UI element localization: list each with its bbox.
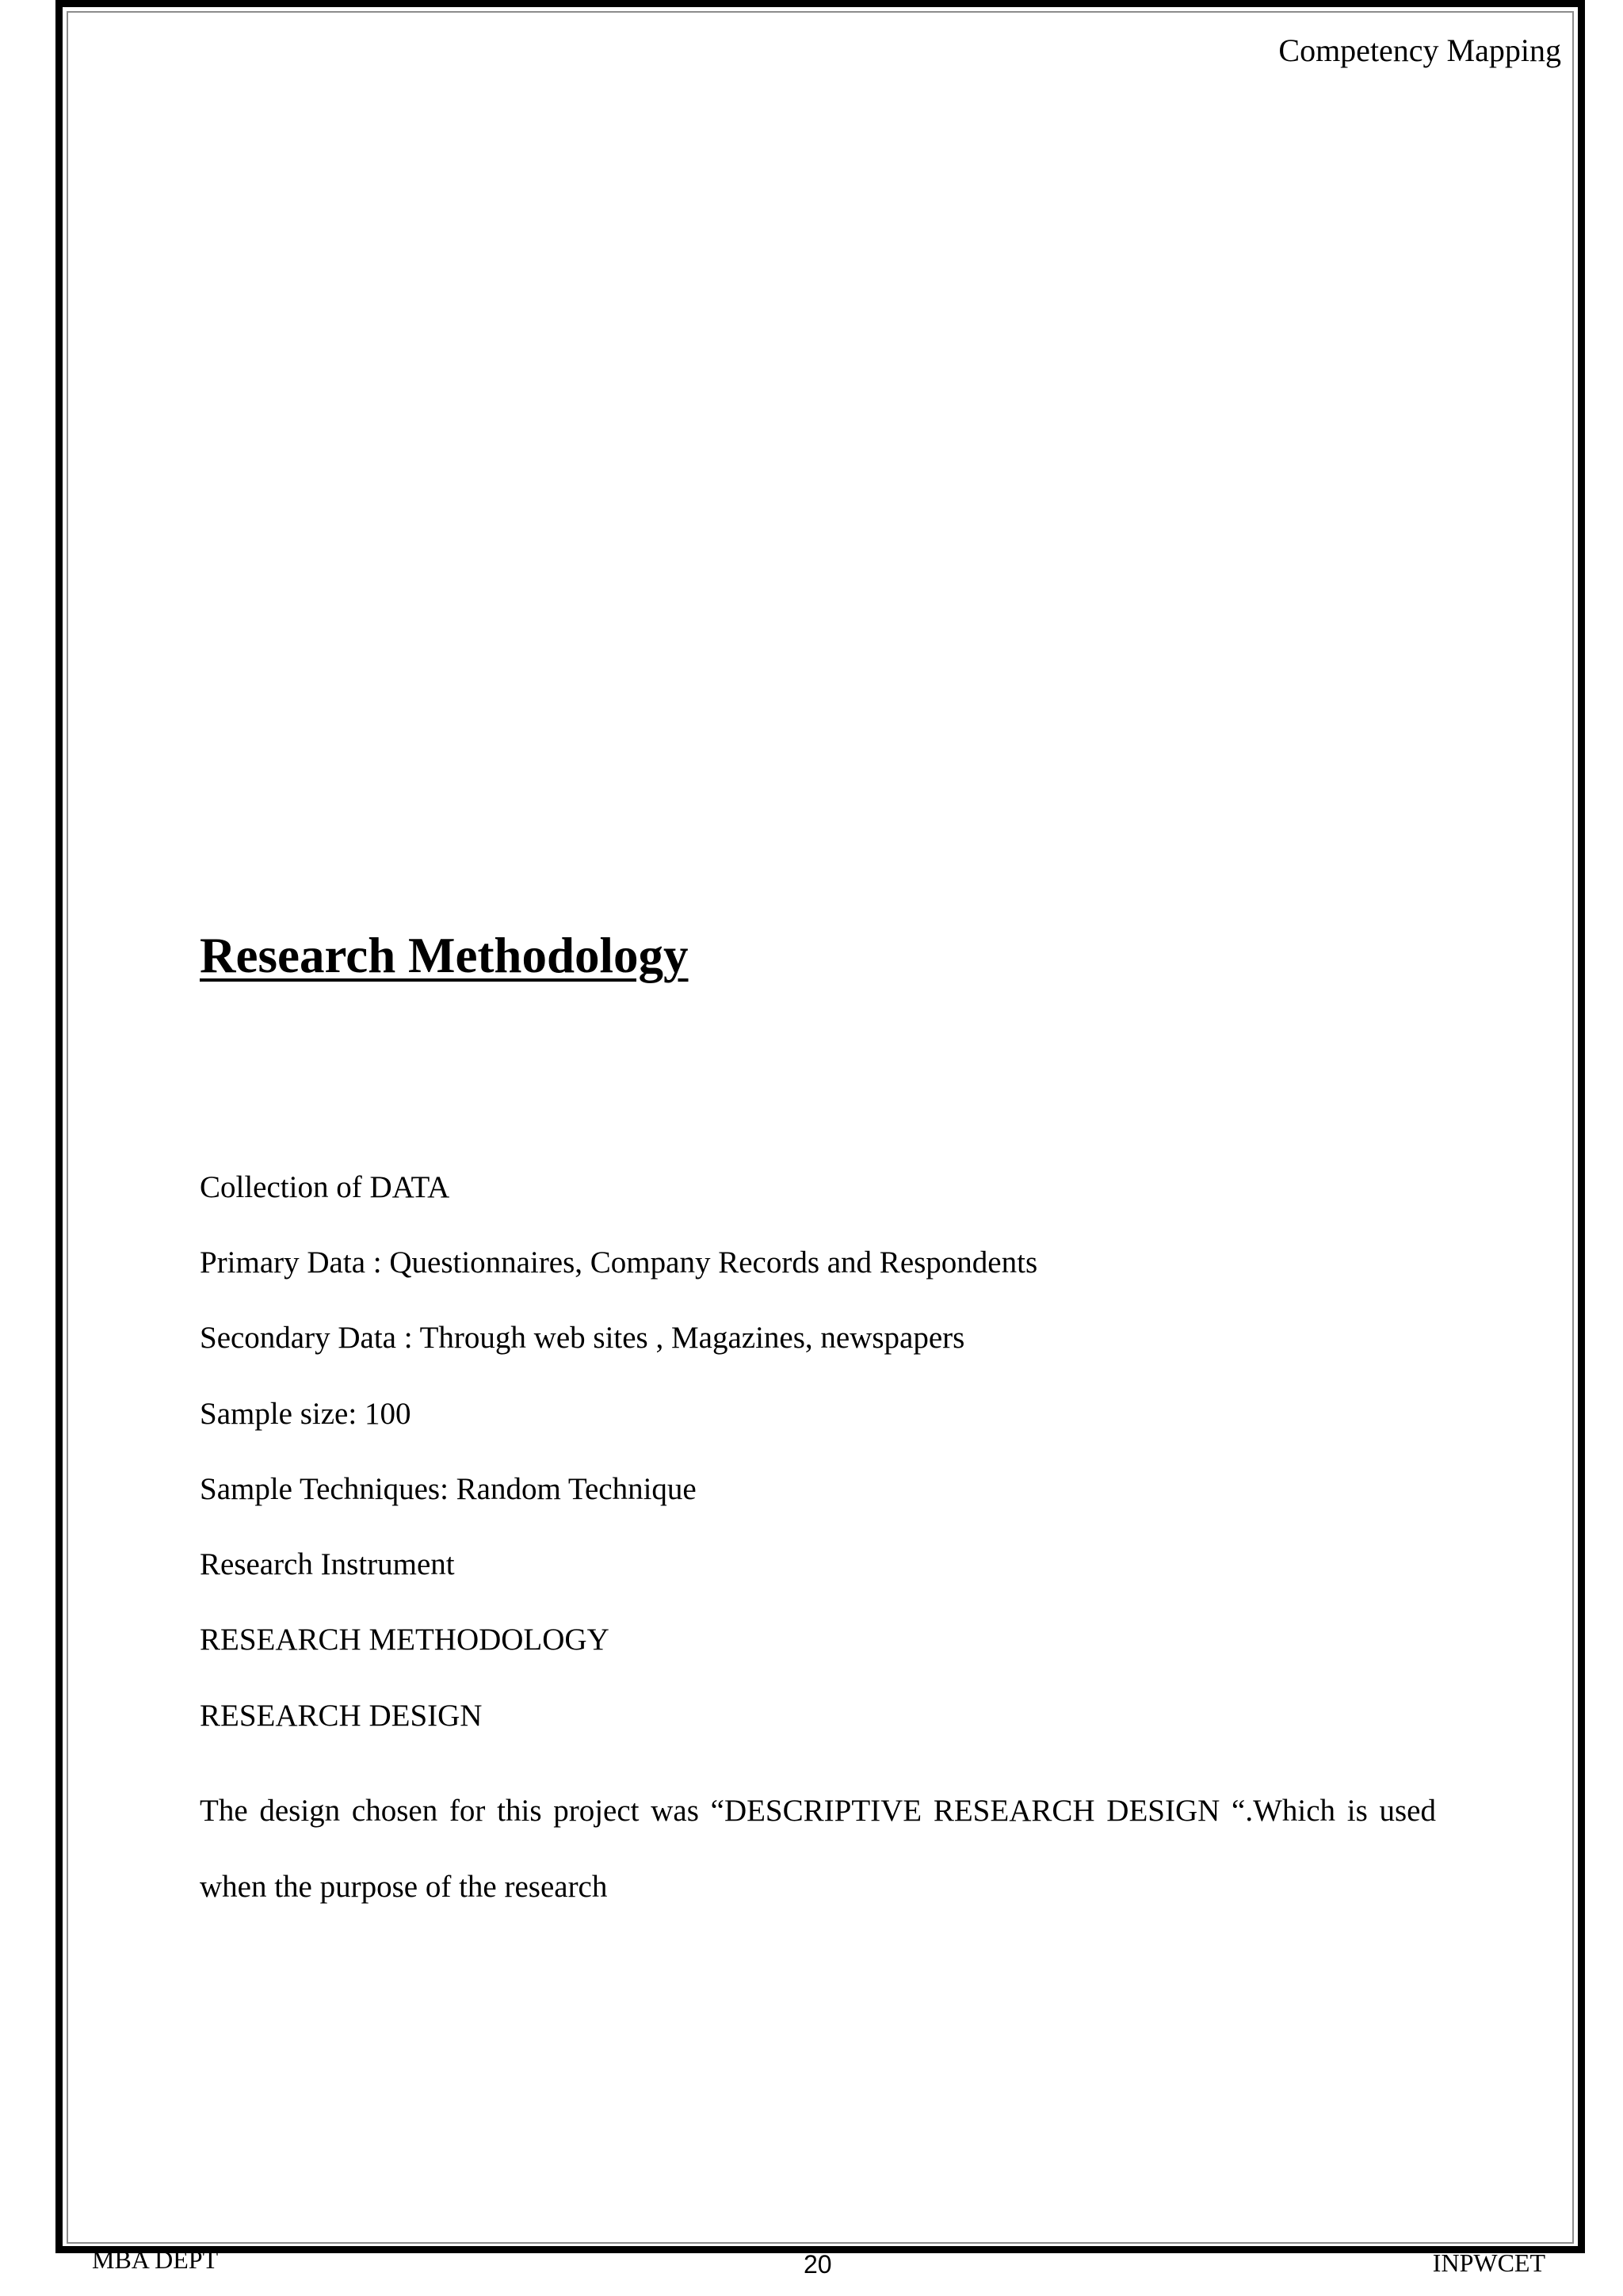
page-number: 20 [804, 2250, 832, 2279]
footer-department: MBA DEPT [92, 2245, 219, 2274]
line-research-instrument: Research Instrument [200, 1547, 455, 1581]
line-research-design: RESEARCH DESIGN [200, 1699, 483, 1733]
line-primary-data: Primary Data : Questionnaires, Company Records and Respondents [200, 1245, 1038, 1280]
running-header: Competency Mapping [1278, 32, 1561, 68]
footer-institution: INPWCET [1432, 2248, 1545, 2277]
line-secondary-data: Secondary Data : Through web sites , Magazines, newspapers [200, 1321, 965, 1355]
line-collection-of-data: Collection of DATA [200, 1170, 450, 1204]
section-heading: Research Methodology [200, 928, 689, 983]
design-paragraph: The design chosen for this project was “DESCRIPTIVE RESEARCH DESIGN “.Which is used when the purpose of the research [200, 1794, 1436, 1904]
line-research-methodology: RESEARCH METHODOLOGY [200, 1623, 609, 1657]
line-sample-size: Sample size: 100 [200, 1397, 411, 1431]
line-sample-techniques: Sample Techniques: Random Technique [200, 1472, 697, 1506]
